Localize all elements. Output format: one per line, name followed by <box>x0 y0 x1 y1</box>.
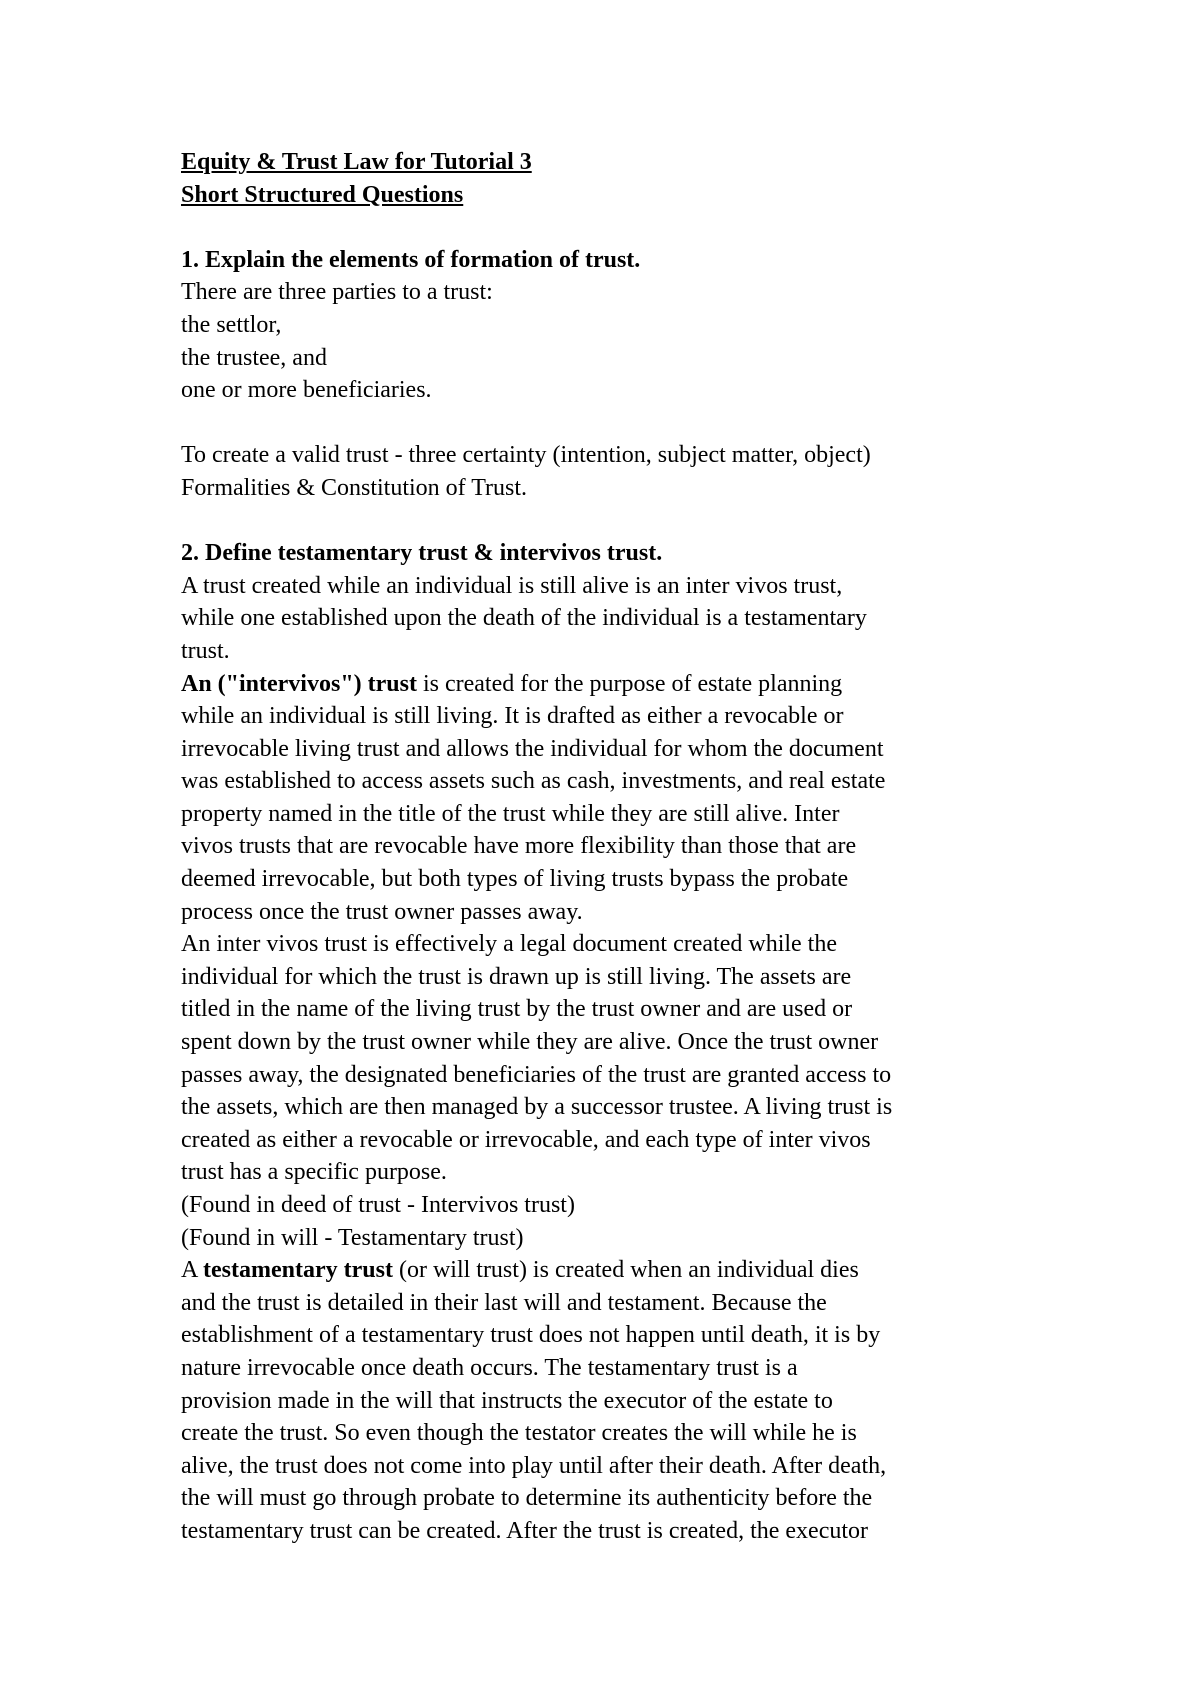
text-line: (Found in will - Testamentary trust) <box>181 1224 524 1251</box>
blank-line <box>181 211 1061 244</box>
text-line: process once the trust owner passes away. <box>181 898 583 925</box>
text-line: and the trust is detailed in their last will and testament. Because the <box>181 1289 827 1316</box>
text-line: the trustee, and <box>181 344 327 371</box>
question-1-heading: 1. Explain the elements of formation of trust. <box>181 246 641 273</box>
text-line: provision made in the will that instructs the executor of the estate to <box>181 1387 833 1414</box>
blank-line <box>181 505 1061 538</box>
text-line: while an individual is still living. It is drafted as either a revocable or <box>181 703 844 730</box>
intervivos-term: An ("intervivos") trust <box>181 670 417 697</box>
testamentary-term: testamentary trust <box>203 1257 393 1284</box>
text-line: Formalities & Constitution of Trust. <box>181 474 528 501</box>
text-line: vivos trusts that are revocable have more flexibility than those that are <box>181 833 857 860</box>
text-line: trust has a specific purpose. <box>181 1159 447 1186</box>
text-line: while one established upon the death of the individual is a testamentary <box>181 605 867 632</box>
text-line: property named in the title of the trust while they are still alive. Inter <box>181 800 840 827</box>
document-subtitle: Short Structured Questions <box>181 181 464 208</box>
text-fragment: A <box>181 1257 204 1284</box>
blank-line <box>181 407 1061 440</box>
text-line: the will must go through probate to determine its authenticity before the <box>181 1485 873 1512</box>
text-line: the assets, which are then managed by a successor trustee. A living trust is <box>181 1094 893 1121</box>
document-body <box>181 146 1061 1548</box>
text-line: There are three parties to a trust: <box>181 279 493 306</box>
text-line: testamentary trust can be created. After the trust is created, the executor <box>181 1517 869 1544</box>
text-line: A trust created while an individual is still alive is an inter vivos trust, <box>181 572 843 599</box>
text-line: the settlor, <box>181 311 282 338</box>
text-line: titled in the name of the living trust by the trust owner and are used or <box>181 996 853 1023</box>
text-line: nature irrevocable once death occurs. The testamentary trust is a <box>181 1354 798 1381</box>
text-line: deemed irrevocable, but both types of living trusts bypass the probate <box>181 866 849 893</box>
text-fragment: is created for the purpose of estate planning <box>416 670 843 697</box>
text-line: To create a valid trust - three certainty (intention, subject matter, object) <box>181 442 871 469</box>
text-line: alive, the trust does not come into play until after their death. After death, <box>181 1452 887 1479</box>
text-line: (Found in deed of trust - Intervivos trust) <box>181 1192 575 1218</box>
text-line: trust. <box>181 637 230 664</box>
text-line: spent down by the trust owner while they are alive. Once the trust owner <box>181 1029 879 1056</box>
testamentary-paragraph-first-line <box>181 1254 1061 1287</box>
text-fragment: (or will trust) is created when an individual dies <box>392 1257 859 1284</box>
text-line: irrevocable living trust and allows the individual for whom the document <box>181 735 884 762</box>
document-title: Equity & Trust Law for Tutorial 3 <box>181 149 532 175</box>
question-2-heading: 2. Define testamentary trust & intervivos trust. <box>181 540 663 567</box>
text-line: individual for which the trust is drawn up is still living. The assets are <box>181 963 852 990</box>
text-line: one or more beneficiaries. <box>181 377 432 404</box>
text-line: created as either a revocable or irrevocable, and each type of inter vivos <box>181 1126 871 1153</box>
text-line: establishment of a testamentary trust does not happen until death, it is by <box>181 1322 881 1349</box>
text-line: An inter vivos trust is effectively a legal document created while the <box>181 931 838 958</box>
text-line: create the trust. So even though the testator creates the will while he is <box>181 1420 857 1447</box>
text-line: was established to access assets such as cash, investments, and real estate <box>181 768 886 795</box>
intervivos-paragraph-first-line <box>181 668 1061 701</box>
text-line: passes away, the designated beneficiaries of the trust are granted access to <box>181 1061 892 1088</box>
